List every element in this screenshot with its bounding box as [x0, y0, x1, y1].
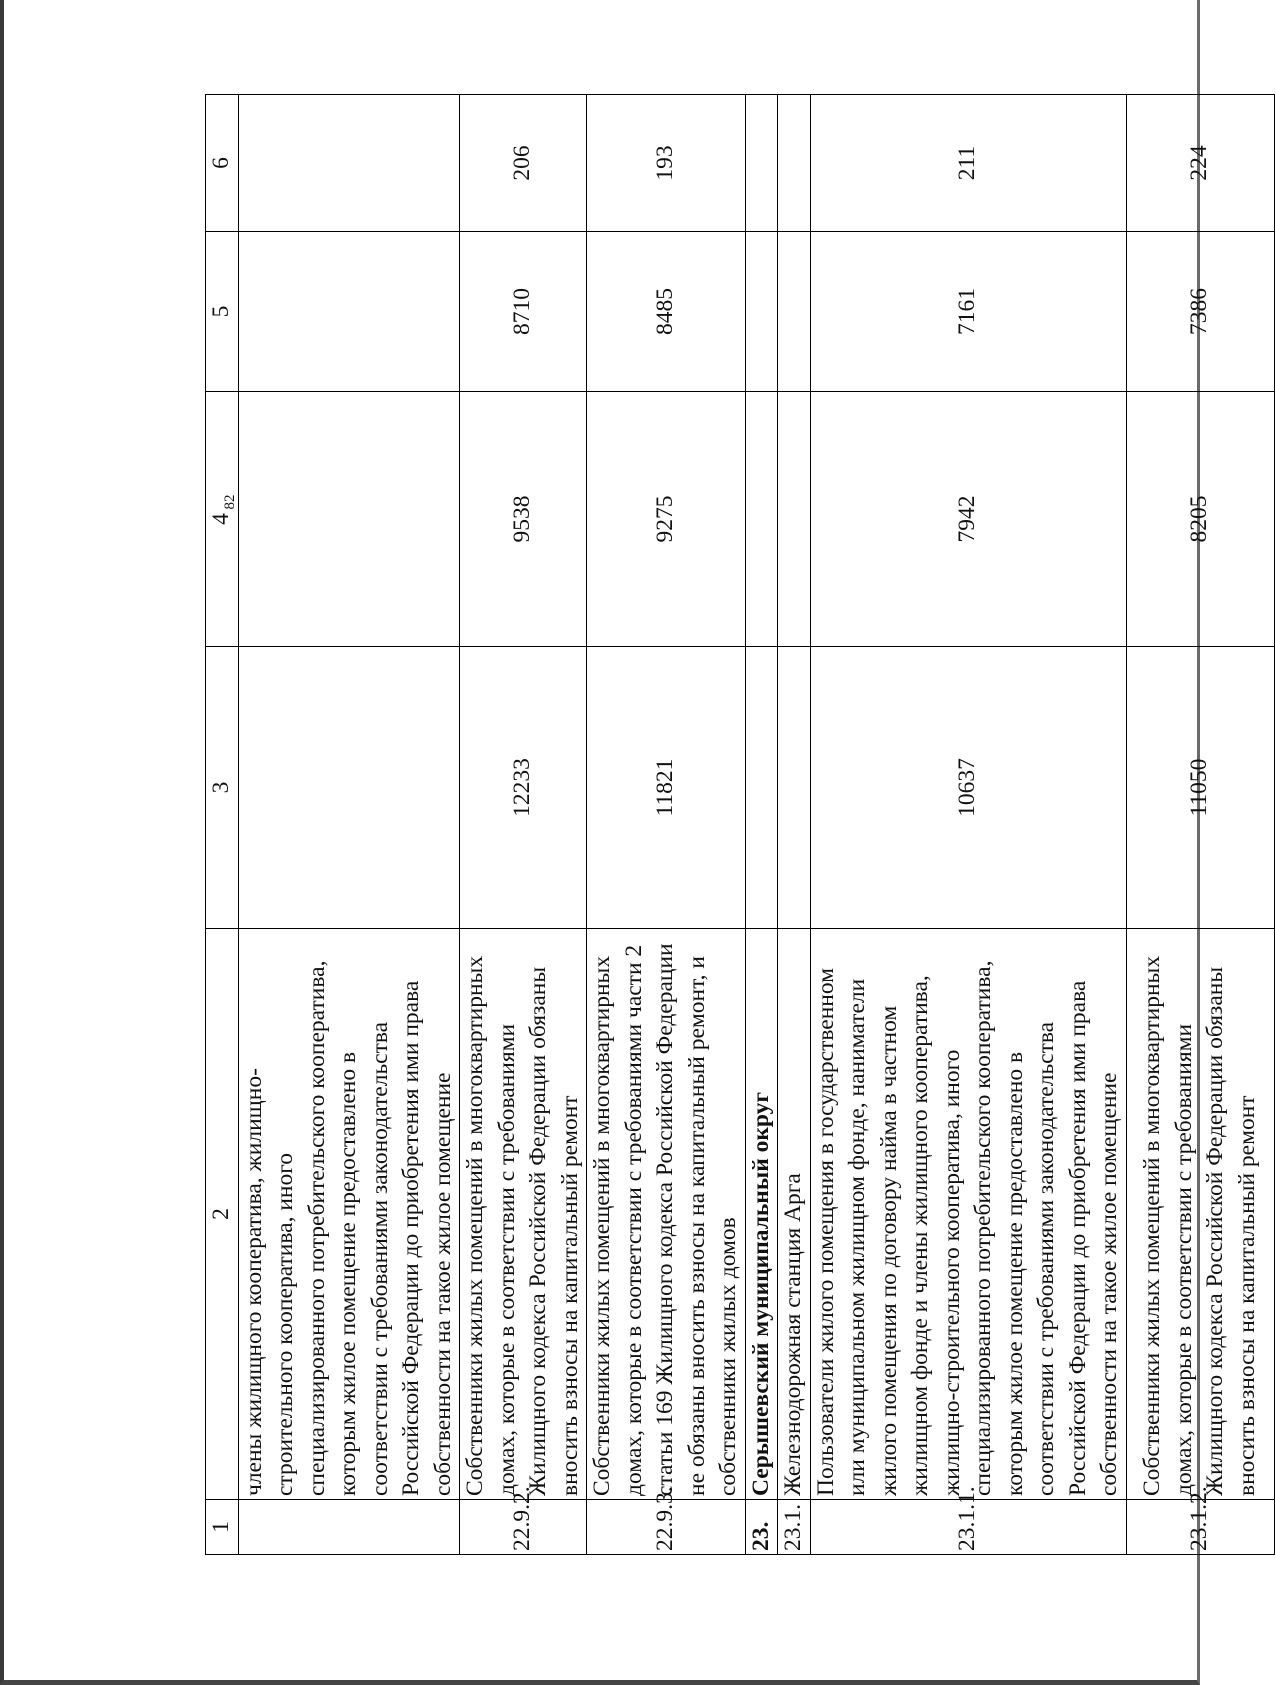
row-description: члены жилищного кооператива, жилищно-строительного кооператива, иного специализированного потребительского кооператива, которым жилое помещение предоставлено в соответствии с требованиями законодательства Российской Федерации до приобретения ими права собственности на такое жилое помещение	[238, 929, 460, 1500]
section-title: Серышевский муниципальный округ	[745, 929, 778, 1500]
cell-col3: 11050	[1126, 647, 1274, 929]
table-row	[1126, 95, 1274, 1555]
cell-col5: 7386	[1126, 232, 1274, 392]
header-cell: 2	[206, 929, 239, 1500]
cell-col5	[745, 232, 778, 392]
header-cell: 1	[206, 1500, 239, 1555]
cell-col5	[238, 232, 460, 392]
table-row	[810, 95, 1126, 1555]
table-row	[238, 95, 460, 1555]
row-number: 22.9.3.	[587, 1500, 746, 1555]
row-description: Пользователи жилого помещения в государственном или муниципальном жилищном фонде, наниматели жилого помещения по договору найма в частном жилищном фонде и члены жилищного кооператива, жилищно-строительного кооператива, иного специализированного потребительского кооператива, которым жилое помещение предоставлено в соответствии с требованиями законодательства Российской Федерации до приобретения ими права собственности на такое жилое помещение	[810, 929, 1126, 1500]
cell-col6: 224	[1126, 95, 1274, 232]
cell-col3	[745, 647, 778, 929]
cell-col6	[238, 95, 460, 232]
cell-col4: 9538	[460, 392, 587, 647]
row-number: 23.1.1.	[810, 1500, 1126, 1555]
cell-col3: 12233	[460, 647, 587, 929]
header-cell: 4	[206, 392, 239, 647]
row-description: Собственники жилых помещений в многоквартирных домах, которые в соответствии с требованиями Жилищного кодекса Российской Федерации обязаны вносить взносы на капитальный ремонт	[460, 929, 587, 1500]
cell-col6: 211	[810, 95, 1126, 232]
row-number: 22.9.2.	[460, 1500, 587, 1555]
cell-col4	[745, 392, 778, 647]
cell-col6	[745, 95, 778, 232]
table-row	[460, 95, 587, 1555]
cell-col4: 8205	[1126, 392, 1274, 647]
cell-col4: 9275	[587, 392, 746, 647]
cell-col5: 8485	[587, 232, 746, 392]
cell-col3	[238, 647, 460, 929]
cell-col4	[238, 392, 460, 647]
row-number: 23.	[745, 1500, 778, 1555]
cell-col5: 8710	[460, 232, 587, 392]
table-row-section	[745, 95, 778, 1555]
cell-col3: 10637	[810, 647, 1126, 929]
table-row	[587, 95, 746, 1555]
cell-col5	[778, 232, 811, 392]
cell-col6	[778, 95, 811, 232]
header-cell: 5	[206, 232, 239, 392]
header-cell: 6	[206, 95, 239, 232]
cell-col6: 206	[460, 95, 587, 232]
cell-col6: 193	[587, 95, 746, 232]
row-description: Собственники жилых помещений в многоквартирных домах, которые в соответствии с требованиями части 2 статьи 169 Жилищного кодекса Российской Федерации не обязаны вносить взносы на капитальный ремонт, и собственники жилых домов	[587, 929, 746, 1500]
header-cell: 3	[206, 647, 239, 929]
row-number: 23.1.	[778, 1500, 811, 1555]
subsection-title: Железнодорожная станция Арга	[778, 929, 811, 1500]
table-row-subsection	[778, 95, 811, 1555]
cell-col4	[778, 392, 811, 647]
row-description: Собственники жилых помещений в многоквартирных домах, которые в соответствии с требованиями Жилищного кодекса Российской Федерации обязаны вносить взносы на капитальный ремонт	[1126, 929, 1274, 1500]
rates-table	[205, 94, 1275, 1555]
cell-col3	[778, 647, 811, 929]
table-header-row	[206, 95, 239, 1555]
row-number	[238, 1500, 460, 1555]
row-number: 23.1.2.	[1126, 1500, 1274, 1555]
cell-col3: 11821	[587, 647, 746, 929]
rotated-table-container	[205, 95, 1260, 1555]
cell-col5: 7161	[810, 232, 1126, 392]
cell-col4: 7942	[810, 392, 1126, 647]
page-number: 82	[222, 494, 238, 510]
